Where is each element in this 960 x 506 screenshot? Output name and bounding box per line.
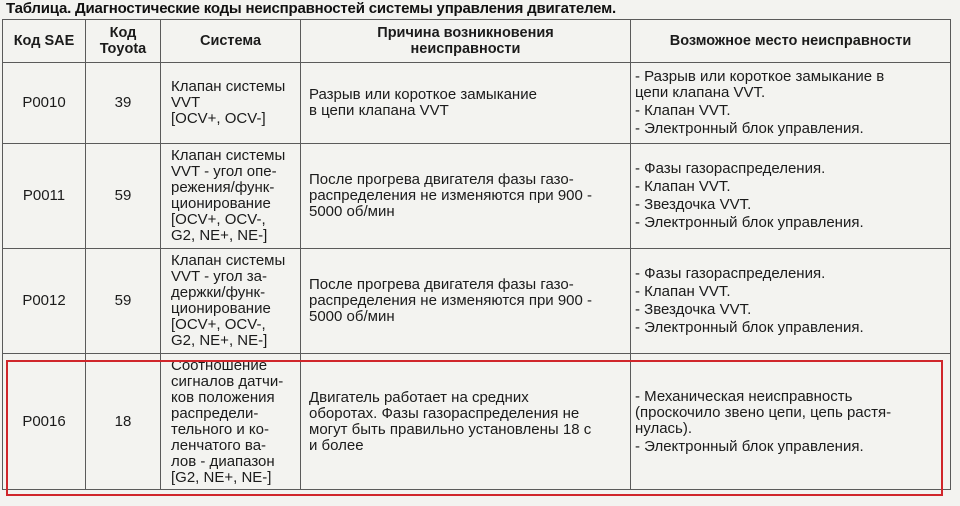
sae-code-cell: P0010 xyxy=(3,63,86,144)
location-item: - Фазы газораспределения. xyxy=(635,160,826,177)
location-item: - Клапан VVT. xyxy=(635,178,731,195)
cause-cell: После прогрева двигателя фазы газо- распределения не изменяются при 900 - 5000 об/мин xyxy=(301,249,631,354)
system-cell: Клапан системы VVT [OCV+, OCV-] xyxy=(161,63,301,144)
table-row xyxy=(3,63,951,144)
cause-cell: Разрыв или короткое замыкание в цепи клапана VVT xyxy=(301,63,631,144)
location-cell xyxy=(631,144,951,249)
header-toyota-code: Код Toyota xyxy=(86,20,161,63)
table-row xyxy=(3,249,951,354)
location-cell xyxy=(631,249,951,354)
diagnostic-codes-table xyxy=(2,19,951,490)
toyota-code-cell: 39 xyxy=(86,63,161,144)
location-item: - Механическая неисправность (проскочило звено цепи, цепь растя- нулась). xyxy=(635,387,892,437)
cause-cell: После прогрева двигателя фазы газо- распределения не изменяются при 900 - 5000 об/мин xyxy=(301,144,631,249)
location-item: - Электронный блок управления. xyxy=(635,437,864,455)
location-item: - Звездочка VVT. xyxy=(635,301,752,318)
sae-code-cell: P0011 xyxy=(3,144,86,249)
system-cell: Клапан системы VVT - угол за- держки/функ- ционирование [OCV+, OCV-, G2, NE+, NE-] xyxy=(161,249,301,354)
header-system: Система xyxy=(161,20,301,63)
location-item: - Разрыв или короткое замыкание в цепи клапана VVT. xyxy=(635,68,885,101)
toyota-code-cell: 18 xyxy=(86,354,161,490)
location-item: - Фазы газораспределения. xyxy=(635,265,826,282)
document-title: Таблица. Диагностические коды неисправностей системы управления двигателем. xyxy=(6,0,616,17)
location-item: - Клапан VVT. xyxy=(635,283,731,300)
sae-code-cell: P0012 xyxy=(3,249,86,354)
table-row xyxy=(3,144,951,249)
toyota-code-cell: 59 xyxy=(86,144,161,249)
table-header-row xyxy=(3,20,951,63)
header-cause: Причина возникновения неисправности xyxy=(301,20,631,63)
location-cell xyxy=(631,63,951,144)
table-row xyxy=(3,354,951,490)
location-cell xyxy=(631,354,951,490)
location-item: - Электронный блок управления. xyxy=(635,120,864,137)
location-item: - Электронный блок управления. xyxy=(635,214,864,231)
cause-cell: Двигатель работает на средних оборотах. Фазы газораспределения не могут быть правильно установлены 18 с и более xyxy=(301,354,631,490)
location-item: - Звездочка VVT. xyxy=(635,196,752,213)
system-cell: Клапан системы VVT - угол опе- режения/функ- ционирование [OCV+, OCV-, G2, NE+, NE-] xyxy=(161,144,301,249)
location-item: - Электронный блок управления. xyxy=(635,319,864,336)
header-sae-code: Код SAE xyxy=(3,20,86,63)
header-location: Возможное место неисправности xyxy=(631,20,951,63)
sae-code-cell: P0016 xyxy=(3,354,86,490)
toyota-code-cell: 59 xyxy=(86,249,161,354)
location-item: - Клапан VVT. xyxy=(635,102,731,119)
system-cell: Соотношение сигналов датчи- ков положения распредели- тельного и ко- ленчатого ва- лов - диапазон [G2, NE+, NE-] xyxy=(161,354,301,490)
